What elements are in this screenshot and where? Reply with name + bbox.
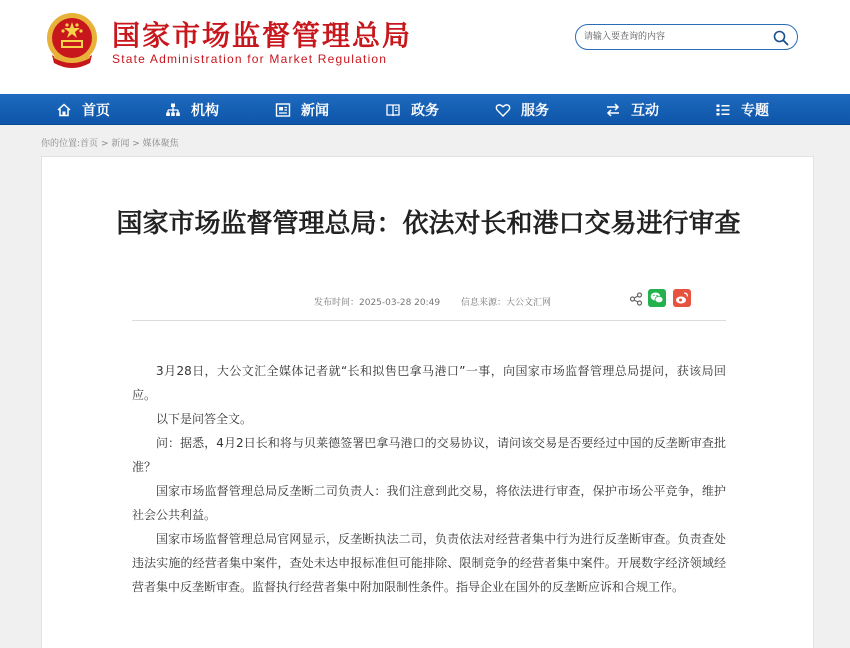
org-chart-icon [165,102,181,118]
nav-label: 政务 [411,102,439,119]
breadcrumb-link-home[interactable]: 首页 [80,139,99,149]
breadcrumb [41,136,179,149]
topic-list-icon [715,102,731,118]
breadcrumb-separator: > [100,139,109,149]
search-box [575,24,798,50]
article-body [132,359,726,599]
article-paragraph: 问：据悉，4月2日长和将与贝莱德签署巴拿马港口的交易协议，请问该交易是否要经过中国的反垄断审查批准？ [132,436,726,474]
share-icon[interactable] [629,292,643,306]
nav-label: 专题 [741,102,769,119]
article-paragraph: 以下是问答全文。 [156,412,253,426]
article-meta [314,295,569,308]
nav-item-home[interactable] [56,94,110,125]
site-header [0,0,850,94]
news-icon [275,102,291,118]
nav-label: 机构 [191,102,219,119]
nav-label: 新闻 [301,102,329,119]
home-icon [56,102,72,118]
site-subtitle: State Administration for Market Regulation [112,52,388,66]
article-paragraph: 3月28日，大公文汇全媒体记者就“长和拟售巴拿马港口”一事，向国家市场监督管理总局提问，获该局回应。 [132,364,726,402]
nav-item-news[interactable] [275,94,329,125]
search-icon[interactable] [773,30,789,46]
article-container [41,156,814,648]
publish-time: 发布时间：2025-03-28 20:49 [314,298,441,308]
main-nav [0,94,850,125]
national-emblem-icon[interactable] [44,11,100,71]
weibo-share-icon[interactable] [673,289,691,307]
wechat-share-icon[interactable] [648,289,666,307]
breadcrumb-link-media-focus[interactable]: 媒体聚焦 [142,139,179,149]
nav-item-services[interactable] [495,94,549,125]
title-divider [132,320,726,321]
breadcrumb-link-news[interactable]: 新闻 [111,139,130,149]
nav-item-organization[interactable] [165,94,219,125]
nav-item-government-affairs[interactable] [385,94,439,125]
nav-label: 首页 [82,102,110,119]
article-title: 国家市场监督管理总局：依法对长和港口交易进行审查 [116,209,741,239]
nav-label: 服务 [521,102,549,119]
site-title[interactable]: 国家市场监督管理总局 [112,19,413,52]
article-source: 信息来源：大公文汇网 [460,298,551,308]
search-input[interactable] [584,28,764,46]
nav-label: 互动 [631,102,659,119]
heart-icon [495,102,511,118]
government-affairs-icon [385,102,401,118]
breadcrumb-separator: > [132,139,140,149]
article-paragraph: 国家市场监督管理总局反垄断二司负责人：我们注意到此交易，将依法进行审查，保护市场公平竞争，维护社会公共利益。 [132,484,726,522]
exchange-icon [605,102,621,118]
nav-item-interaction[interactable] [605,94,659,125]
article-paragraph: 国家市场监督管理总局官网显示，反垄断执法二司，负责依法对经营者集中行为进行反垄断审查。负责查处违法实施的经营者集中案件，查处未达申报标准但可能排除、限制竞争的经营者集中案件。开展数字经济领域经营者集中反垄断审查。监督执行经营者集中附加限制性条件。指导企业在国外的反垄断应诉和合规工作。 [132,532,726,594]
nav-item-topics[interactable] [715,94,769,125]
breadcrumb-prefix: 你的位置: [41,139,81,149]
